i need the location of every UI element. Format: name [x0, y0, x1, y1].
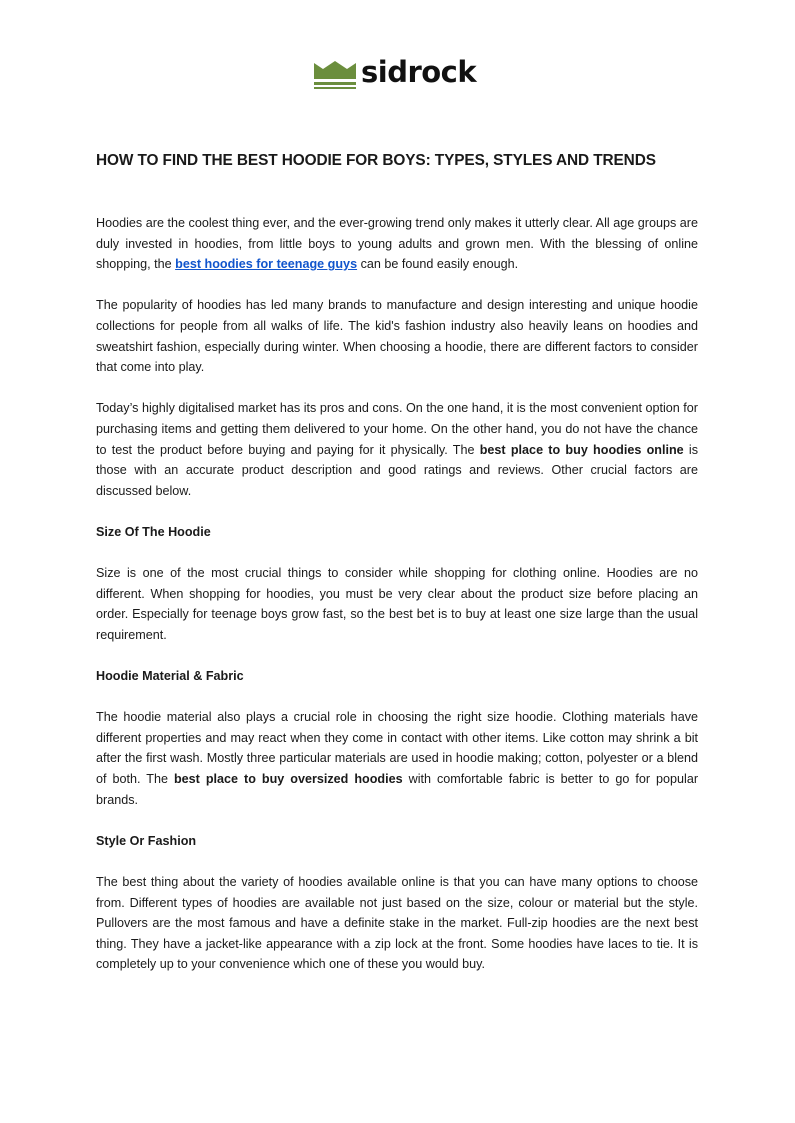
paragraph-market-bold: best place to buy hoodies online: [479, 442, 684, 457]
paragraph-material-tail: with comfortable fabric is better to go for popular brands.: [96, 772, 699, 807]
paragraph-popularity: The popularity of hoodies has led many brands to manufacture and design interesting and unique hoodie collections for people from all walks of life. The kid's fashion industry also heavily leans on hoodies and sweatshirt fashion, especially during winter. When choosing a hoodie, there are different factors to consider that come into play.: [96, 298, 698, 375]
article: [96, 150, 698, 996]
paragraph-size: Size is one of the most crucial things to consider while shopping for clothing online. Hoodies are no different. When shopping for hoodies, you must be very clear about the product size before placing an order. Especially for teenage boys grow fast, so the best bet is to buy at least one size large than the usual requirement.: [96, 566, 698, 642]
heading-material: Hoodie Material & Fabric: [96, 669, 244, 684]
paragraph-intro: [96, 213, 698, 275]
sidrock-crown-icon: [313, 59, 357, 89]
heading-style: Style Or Fashion: [96, 833, 197, 848]
paragraph-market-text: Today’s highly digitalised market has its pros and cons. On the one hand, it is the most convenient option for purchasing items and getting them delivered to your home. On the other hand, you do not have the chance to test the product before buying and paying for it physically. The: [96, 401, 698, 457]
paragraph-material-text: The hoodie material also plays a crucial role in choosing the right size hoodie. Clothing materials have different properties and may react when they come in contact with other items. Like cotton may shrink a bit after the first wash. Mostly three particular materials are used in hoodie making; cotton, polyester or a blend of both. The: [96, 710, 698, 787]
paragraph-market: [96, 398, 698, 501]
article-title: HOW TO FIND THE BEST HOODIE FOR BOYS: TYPES, STYLES AND TRENDS: [96, 152, 656, 169]
paragraph-material-bold: best place to buy oversized hoodies: [173, 772, 403, 787]
brand-name: sidrock: [361, 54, 477, 89]
paragraph-material: [96, 707, 698, 810]
paragraph-market-tail: is those with an accurate product description and good ratings and reviews. Other crucial factors are discussed below.: [96, 442, 698, 498]
teenage-hoodies-link[interactable]: best hoodies for teenage guys: [175, 257, 358, 272]
brand-logo: [313, 54, 477, 91]
heading-size: Size Of The Hoodie: [96, 524, 211, 539]
paragraph-intro-tail: can be found easily enough.: [357, 257, 519, 272]
paragraph-style: The best thing about the variety of hoodies available online is that you can have many options to choose from. Different types of hoodies are available not just based on the size, colour or material but the style. Pullovers are the most famous and have a definite stake in the market. Full-zip hoodies are the next best thing. They have a jacket-like appearance with a zip lock at the front. Some hoodies have laces to tie. It is completely up to your convenience which one of these you would buy.: [96, 875, 698, 972]
paragraph-intro-text: Hoodies are the coolest thing ever, and the ever-growing trend only makes it utterly clear. All age groups are duly invested in hoodies, from little boys to young adults and grown men. With the blessing of online shopping, the: [96, 216, 698, 272]
